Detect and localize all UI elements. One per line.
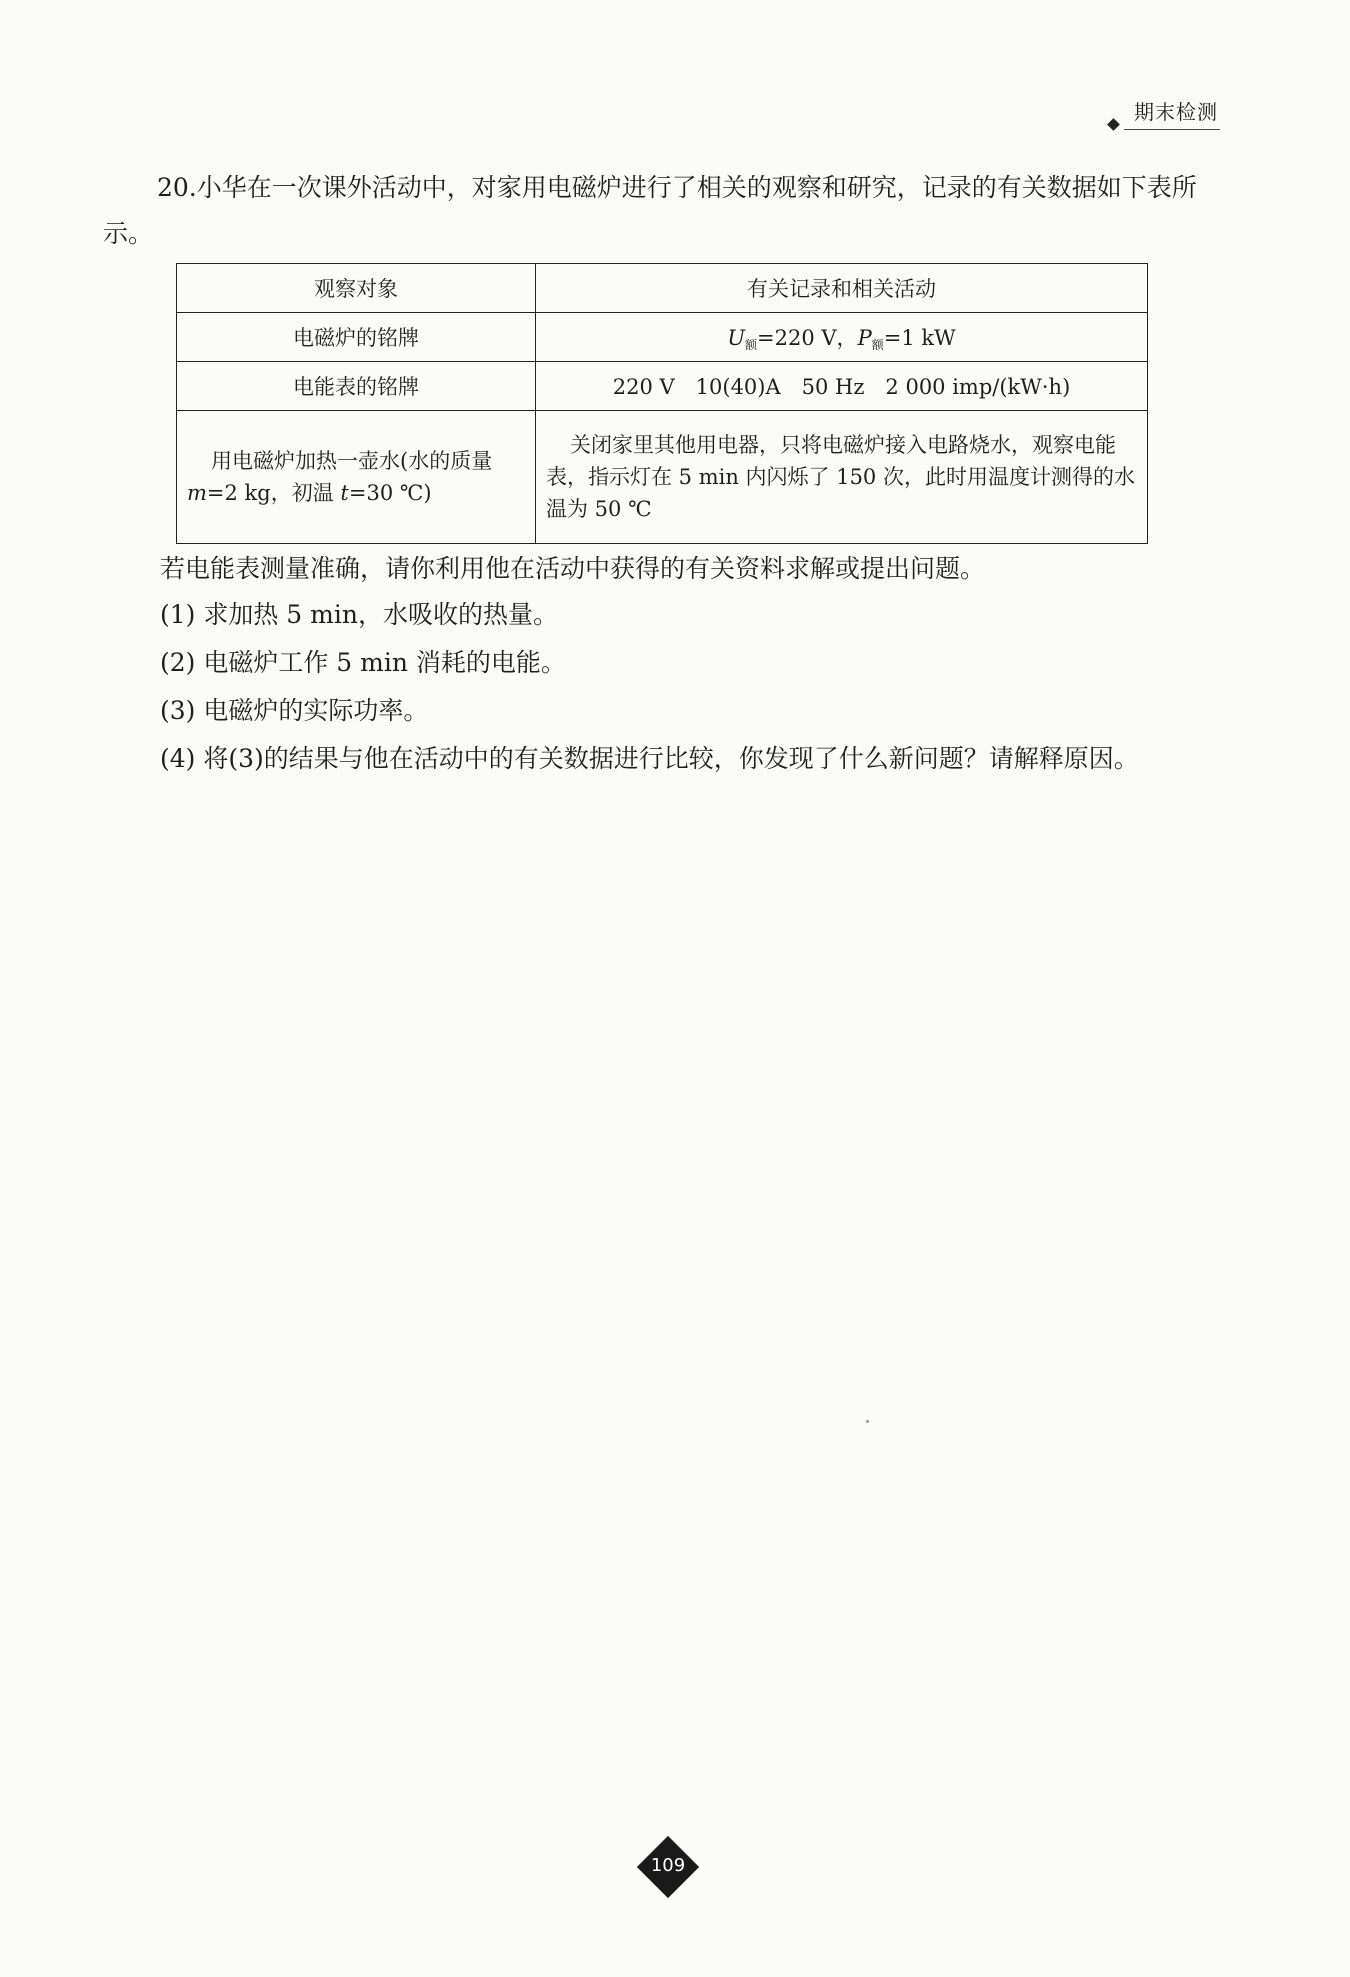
page-header xyxy=(1109,96,1220,130)
subquestion-3: (3) 电磁炉的实际功率。 xyxy=(160,696,429,725)
subscript-rated: 额 xyxy=(745,337,758,352)
table-cell-record xyxy=(536,313,1148,362)
text: =2 kg，初温 xyxy=(206,481,341,505)
data-table xyxy=(176,263,1148,544)
question-number: 20. xyxy=(157,173,197,202)
table-row xyxy=(177,362,1148,411)
symbol-u: U xyxy=(727,325,746,350)
question-20 xyxy=(103,165,1223,257)
table-header-record: 有关记录和相关活动 xyxy=(536,264,1148,313)
rated-power: =1 kW xyxy=(883,325,956,350)
table-header-object: 观察对象 xyxy=(177,264,536,313)
page-number: 109 xyxy=(650,1855,686,1876)
subquestion-2: (2) 电磁炉工作 5 min 消耗的电能。 xyxy=(160,648,566,677)
table-header-row xyxy=(177,264,1148,313)
text: =30 ℃) xyxy=(348,481,432,505)
symbol-p: P xyxy=(857,325,872,350)
table-cell-object: 电磁炉的铭牌 xyxy=(177,313,536,362)
symbol-t: t xyxy=(340,481,349,505)
prompt-text: 若电能表测量准确，请你利用他在活动中获得的有关资料求解或提出问题。 xyxy=(160,554,986,583)
section-title: 期末检测 xyxy=(1124,96,1220,130)
symbol-m: m xyxy=(187,481,207,505)
subscript-rated: 额 xyxy=(871,337,884,352)
table-cell-object xyxy=(177,411,536,544)
table-row xyxy=(177,313,1148,362)
question-text: 小华在一次课外活动中，对家用电磁炉进行了相关的观察和研究，记录的有关数据如下表所示。 xyxy=(103,173,1197,248)
subquestion-1: (1) 求加热 5 min，水吸收的热量。 xyxy=(160,600,558,629)
table-cell-record: 关闭家里其他用电器，只将电磁炉接入电路烧水，观察电能表，指示灯在 5 min 内闪烁了 150 次，此时用温度计测得的水温为 50 ℃ xyxy=(536,411,1148,544)
rated-voltage: =220 V， xyxy=(757,325,858,350)
table-row xyxy=(177,411,1148,544)
speck xyxy=(866,1420,869,1423)
diamond-bullet-icon xyxy=(1107,118,1120,131)
text: 用电磁炉加热一壶水(水的质量 xyxy=(211,449,493,473)
table-cell-record: 220 V 10(40)A 50 Hz 2 000 imp/(kW·h) xyxy=(536,362,1148,411)
subquestion-4: (4) 将(3)的结果与他在活动中的有关数据进行比较，你发现了什么新问题？请解释原因。 xyxy=(160,744,1139,773)
table-cell-object: 电能表的铭牌 xyxy=(177,362,536,411)
